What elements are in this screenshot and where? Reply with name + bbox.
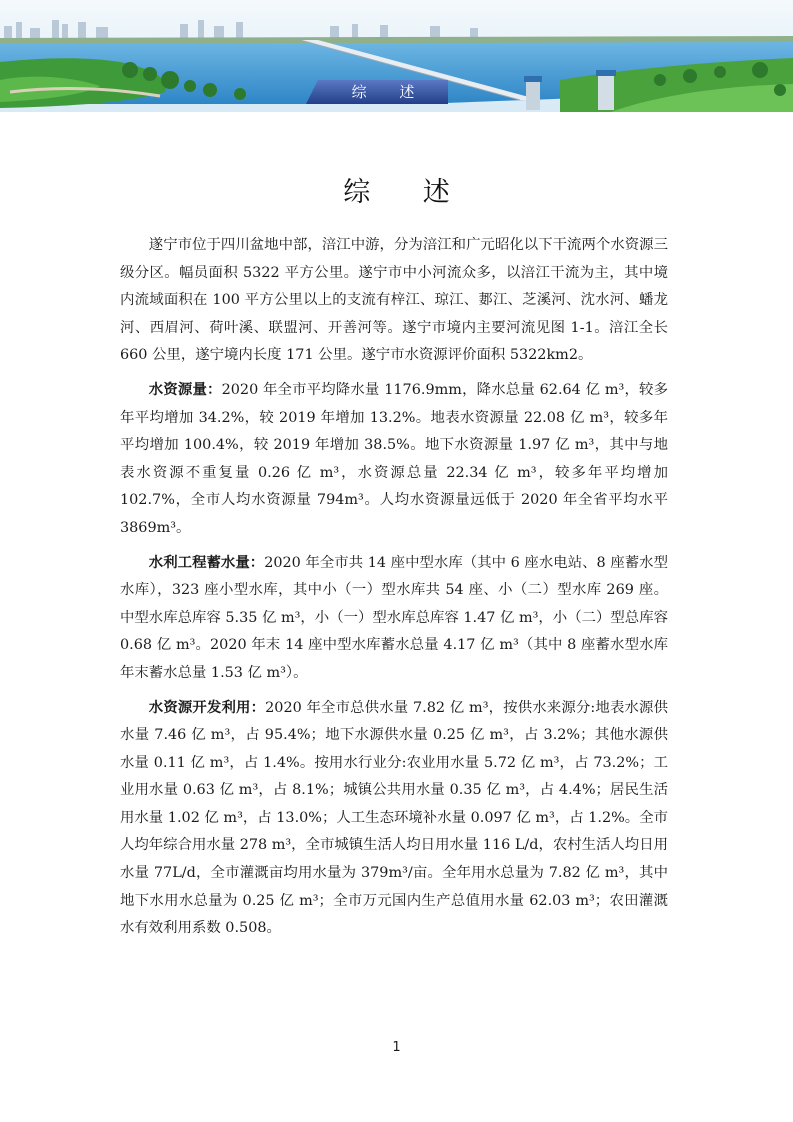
- page-title: 综 述: [343, 177, 472, 208]
- paragraph-water-use: [120, 695, 668, 943]
- paragraph-lead: 水资源开发利用：: [148, 699, 266, 716]
- paragraph-intro: [120, 232, 668, 370]
- body-text: [120, 232, 668, 950]
- paragraph-text: 2020 年全市共 14 座中型水库（其中 6 座水电站、8 座蓄水型水库），323 座小型水库，其中小（一）型水库共 54 座、小（二）型水库 269 座。中型水库总库容 5.35 亿 m³，小（一）型水库总库容 1.47 亿 m³，小（二）型总库容 0.68 亿 m³。2020 年末 14 座中型水库蓄水总量 4.17 亿 m³（其中 8 座蓄水型水库年末蓄水总量 1.53 亿 m³）。: [120, 554, 668, 681]
- header-tab-label: 综 述: [351, 83, 429, 101]
- paragraph-text: 2020 年全市平均降水量 1176.9mm，降水总量 62.64 亿 m³，较多年平均增加 34.2%，较 2019 年增加 13.2%。地表水资源量 22.08 亿 m³，较多年平均增加 100.4%，较 2019 年增加 38.5%。地下水资源量 1.97 亿 m³，其中与地表水资源不重复量 0.26 亿 m³，水资源总量 22.34 亿 m³，较多年平均增加 102.7%，全市人均水资源量 794m³。人均水资源量远低于 2020 年全省平均水平 3869m³。: [120, 381, 668, 536]
- paragraph-lead: 水利工程蓄水量：: [148, 554, 265, 571]
- paragraph-lead: 水资源量：: [148, 381, 222, 398]
- paragraph-intro-text: 遂宁市位于四川盆地中部，涪江中游，分为涪江和广元昭化以下干流两个水资源三级分区。幅员面积 5322 平方公里。遂宁市中小河流众多，以涪江干流为主，其中境内流域面积在 100 平方公里以上的支流有梓江、琼江、郪江、芝溪河、沈水河、蟠龙河、西眉河、荷叶溪、联盟河、开善河等。遂宁市境内主要河流见图 1-1。涪江全长 660 公里，遂宁境内长度 171 公里。遂宁市水资源评价面积 5322km2。: [120, 237, 668, 364]
- paragraph-reservoir-storage: [120, 550, 668, 688]
- page-number: 1: [392, 1040, 401, 1055]
- paragraph-water-resources: [120, 377, 668, 543]
- paragraph-text: 2020 年全市总供水量 7.82 亿 m³，按供水来源分:地表水源供水量 7.46 亿 m³，占 95.4%；地下水源供水量 0.25 亿 m³，占 3.2%；其他水源供水量 0.11 亿 m³，占 1.4%。按用水行业分:农业用水量 5.72 亿 m³，占 73.2%；工业用水量 0.63 亿 m³，占 8.1%；城镇公共用水量 0.35 亿 m³，占 4.4%；居民生活用水量 1.02 亿 m³，占 13.0%；人工生态环境补水量 0.097 亿 m³，占 1.2%。全市人均年综合用水量 278 m³，全市城镇生活人均日用水量 116 L/d，农村生活人均日用水量 77L/d，全市灌溉亩均用水量为 379m³/亩。全年用水总量为 7.82 亿 m³，其中地下水用水总量为 0.25 亿 m³；全市万元国内生产总值用水量 62.03 m³；农田灌溉水有效利用系数 0.508。: [120, 699, 668, 937]
